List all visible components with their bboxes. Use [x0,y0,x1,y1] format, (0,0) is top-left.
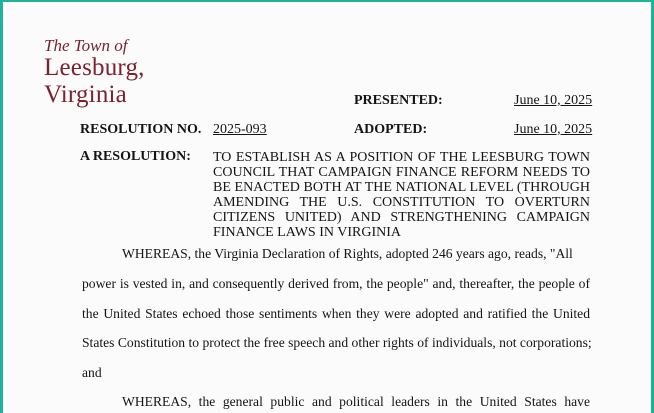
body-line: the United States echoed those sentiments when they were adopted and ratified the United [82,306,590,321]
logo-virginia: Virginia [44,81,127,108]
resolution-number: 2025-093 [213,122,267,137]
presented-label: PRESENTED: [354,93,443,108]
resolution-title-line: CITIZENS UNITED) AND STRENGTHENING CAMPAIGN [213,210,590,225]
presented-date: June 10, 2025 [514,93,593,108]
body-line: WHEREAS, the Virginia Declaration of Rights, adopted 246 years ago, reads, "All [122,246,573,261]
body-line: power is vested in, and consequently derived from, the people" and, thereafter, the people of [82,276,590,291]
resolution-title-line: BE ENACTED BOTH AT THE NATIONAL LEVEL (THROUGH [213,180,590,195]
resolution-title-line: AMENDING THE U.S. CONSTITUTION TO OVERTURN [213,195,590,210]
resolution-title-line: TO ESTABLISH AS A POSITION OF THE LEESBURG TOWN [213,150,590,165]
adopted-label: ADOPTED: [354,122,428,137]
resolution-number-label: RESOLUTION NO. [80,122,202,137]
adopted-date: June 10, 2025 [514,122,593,137]
logo-leesburg: Leesburg, [44,54,145,81]
body-line: States Constitution to protect the free speech and other rights of individuals, not corporations; [82,335,592,350]
logo-town-of: The Town of [44,36,128,55]
body-line: and [82,365,102,380]
body-line: WHEREAS, the general public and political leaders in the United States have [122,394,590,409]
resolution-label: A RESOLUTION: [80,149,191,164]
resolution-title [213,150,590,240]
resolution-title-line: COUNCIL THAT CAMPAIGN FINANCE REFORM NEEDS TO [213,165,590,180]
resolution-title-line: FINANCE LAWS IN VIRGINIA [213,225,401,240]
document-page [6,4,648,413]
